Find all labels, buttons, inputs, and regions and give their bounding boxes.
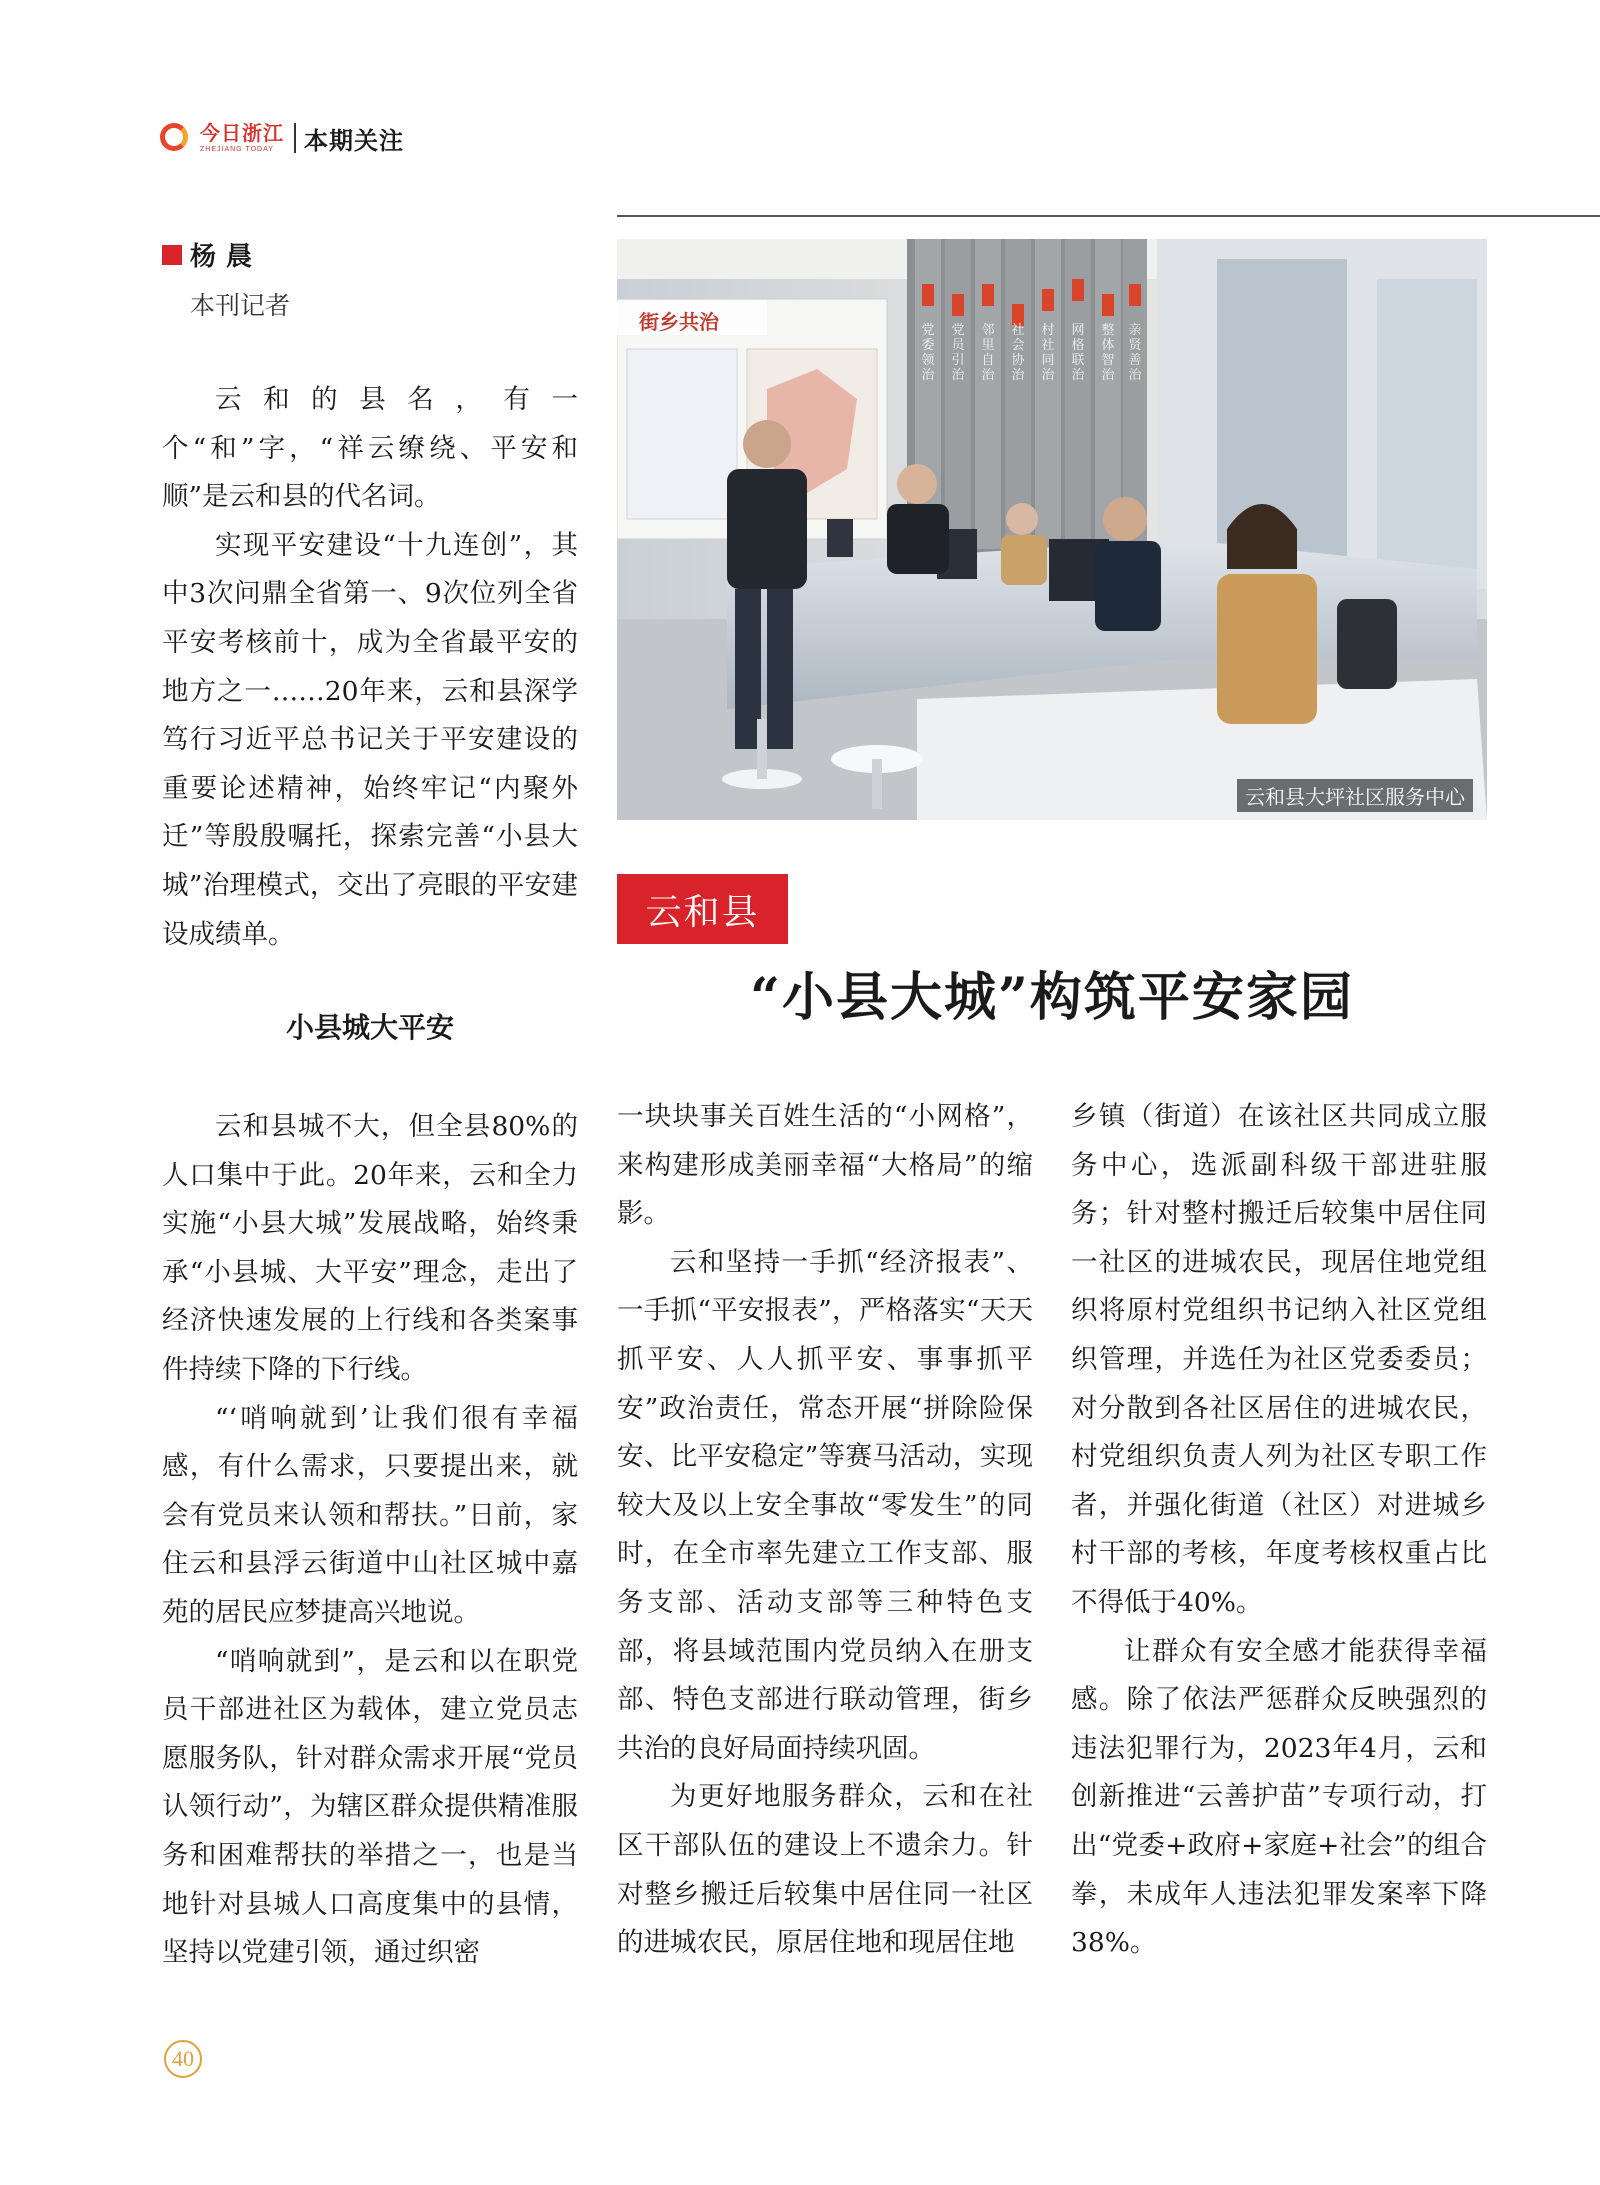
pillar-label: 亲贤善治 bbox=[1128, 323, 1142, 383]
paragraph: 云和的县名，有一个“和”字，“祥云缭绕、平安和顺”是云和县的代名词。 bbox=[162, 384, 578, 513]
paragraph: 实现平安建设“十九连创”，其中3次问鼎全省第一、9次位列全省平安考核前十，成为全省最平安的地方之一……20年来，云和县深学笃行习近平总书记关于平安建设的重要论述精神，始终牢记“内聚外迁”等殷殷嘱托，探索完善“小县大城”治理模式，交出了亮眼的平安建设成绩单。 bbox=[162, 529, 578, 950]
author-role: 本刊记者 bbox=[190, 291, 291, 320]
pillar-label: 党委领治 bbox=[921, 323, 935, 383]
wall-sign: 街乡共治 bbox=[639, 310, 719, 334]
logo-text-en: ZHEJIANG TODAY bbox=[200, 146, 274, 153]
header-divider bbox=[294, 123, 296, 153]
paragraph: 云和县城不大，但全县80%的人口集中于此。20年来，云和全力实施“小县大城”发展战略，始终秉承“小县城、大平安”理念，走出了经济快速发展的上行线和各类案事件持续下降的下行线。 bbox=[162, 1111, 578, 1385]
pillar-label: 整体智治 bbox=[1101, 323, 1115, 383]
logo-icon bbox=[160, 121, 194, 155]
paragraph: 云和坚持一手抓“经济报表”、一手抓“平安报表”，严格落实“天天抓平安、人人抓平安、事事抓平安”政治责任，常态开展“拼除险保安、比平安稳定”等赛马活动，实现较大及以上安全事故“零发生”的同时，在全市率先建立工作支部、服务支部、活动支部等三种特色支部，将县域范围内党员纳入在册支部、特色支部进行联动管理，街乡共治的良好局面持续巩固。 bbox=[617, 1246, 1033, 1764]
paragraph: 让群众有安全感才能获得幸福感。除了依法严惩群众反映强烈的违法犯罪行为，2023年4月，云和创新推进“云善护苗”专项行动，打出“党委+政府+家庭+社会”的组合拳，未成年人违法犯罪发案率下降38%。 bbox=[1071, 1635, 1487, 1959]
location-tag: 云和县 bbox=[617, 874, 788, 944]
byline-marker bbox=[162, 245, 182, 265]
paragraph: 为更好地服务群众，云和在社区干部队伍的建设上不遗余力。针对整乡搬迁后较集中居住同一社区的进城农民，原居住地和现居住地 bbox=[617, 1781, 1033, 1959]
paragraph: “‘哨响就到’让我们很有幸福感，有什么需求，只要提出来，就会有党员来认领和帮扶。”日前，家住云和县浮云街道中山社区城中嘉苑的居民应梦捷高兴地说。 bbox=[162, 1402, 578, 1628]
subheading: 小县城大平安 bbox=[285, 1011, 454, 1044]
photo-caption: 云和县大坪社区服务中心 bbox=[1237, 779, 1473, 812]
article-title: “小县大城”构筑平安家园 bbox=[750, 967, 1354, 1028]
column-2 bbox=[617, 1093, 1033, 1968]
top-rule bbox=[617, 215, 1600, 217]
column-1 bbox=[162, 1103, 578, 1978]
author-byline bbox=[162, 236, 262, 273]
pillar-label: 村社同治 bbox=[1041, 323, 1055, 383]
intro-text bbox=[162, 376, 578, 959]
pillar-label: 邻里自治 bbox=[981, 323, 995, 383]
masthead bbox=[160, 118, 404, 158]
article-photo bbox=[617, 239, 1487, 820]
logo bbox=[200, 123, 284, 153]
column-3 bbox=[1071, 1093, 1487, 1968]
service-center-photo bbox=[617, 239, 1487, 820]
paragraph: 一块块事关百姓生活的“小网格”，来构建形成美丽幸福“大格局”的缩影。 bbox=[617, 1101, 1033, 1230]
paragraph: “哨响就到”，是云和以在职党员干部进社区为载体，建立党员志愿服务队，针对群众需求开展“党员认领行动”，为辖区群众提供精准服务和困难帮扶的举措之一，也是当地针对县城人口高度集中的县情，坚持以党建引领，通过织密 bbox=[162, 1645, 578, 1969]
pillar-label: 社会协治 bbox=[1011, 323, 1025, 383]
section-label: 本期关注 bbox=[304, 126, 404, 155]
logo-text-cn: 今日浙江 bbox=[200, 121, 284, 145]
paragraph: 乡镇（街道）在该社区共同成立服务中心，选派副科级干部进驻服务；针对整村搬迁后较集中居住同一社区的进城农民，现居住地党组织将原村党组织书记纳入社区党组织管理，并选任为社区党委委员；对分散到各社区居住的进城农民，村党组织负责人列为社区专职工作者，并强化街道（社区）对进城乡村干部的考核，年度考核权重占比不得低于40%。 bbox=[1071, 1101, 1487, 1618]
author-name: 杨晨 bbox=[190, 242, 263, 272]
page-number: 40 bbox=[164, 2040, 202, 2078]
pillar-label: 党员引治 bbox=[951, 323, 965, 383]
pillar-label: 网格联治 bbox=[1071, 323, 1085, 383]
